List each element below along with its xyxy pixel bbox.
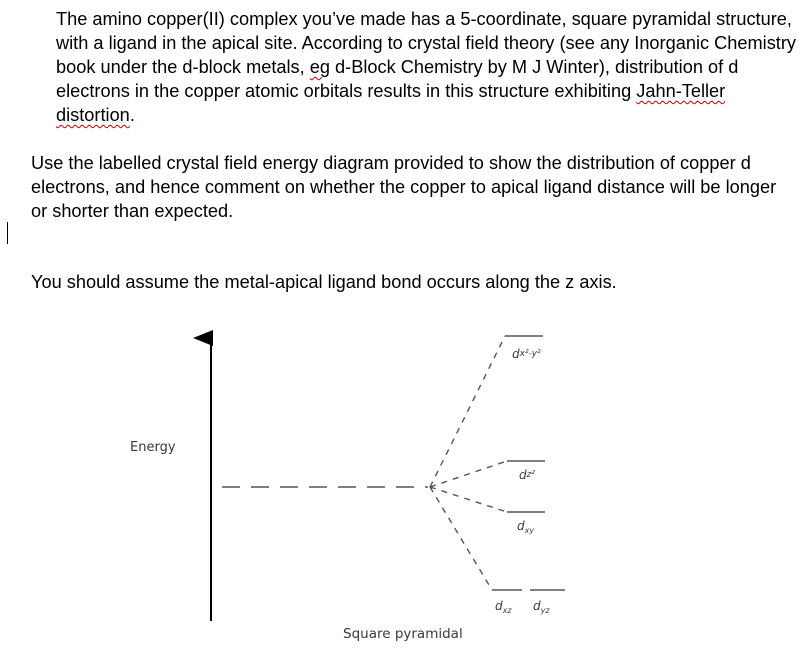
label-dz2: dz² <box>519 468 535 482</box>
intro-text-end: . <box>129 105 135 125</box>
connector-dx2y2 <box>430 336 505 487</box>
text-cursor <box>7 222 8 244</box>
paragraph-task: Use the labelled crystal field energy diagram provided to show the distribution of copper d electrons, and hence comment on whether the copper to apical ligand distance will be longer or shorter than expected. <box>31 153 777 221</box>
connector-dz2 <box>430 461 507 487</box>
label-dxy: $d_{xy}$ <box>517 519 535 535</box>
jahn-teller-term: Jahn-Teller distortion <box>56 81 726 125</box>
intro-text-1: The amino copper(II) complex you’ve made has a 5-coordinate, square pyramidal structure, with a ligand in the apical site. According to crystal field theory (see any Inorganic Chemistry book under the d-block metals, <box>56 9 796 77</box>
connector-dxy <box>430 487 507 512</box>
paragraph-intro <box>56 7 796 127</box>
label-dxz: $d_{xz}$ <box>495 599 512 615</box>
spellcheck-eg: eg <box>309 57 330 77</box>
connector-dxz-dyz <box>430 487 492 590</box>
intro-text-2: d-Block Chemistry by M J Winter), distribution of d electrons in the copper atomic orbitals results in this structure exhibiting <box>56 57 739 101</box>
label-dx2y2: dx²-y² <box>512 347 541 361</box>
energy-axis-label: Energy <box>130 440 176 455</box>
paragraph-assumption: You should assume the metal-apical ligand bond occurs along the z axis. <box>31 272 617 292</box>
label-dyz: $d_{yz}$ <box>533 599 550 615</box>
diagram-caption: Square pyramidal <box>343 626 463 642</box>
